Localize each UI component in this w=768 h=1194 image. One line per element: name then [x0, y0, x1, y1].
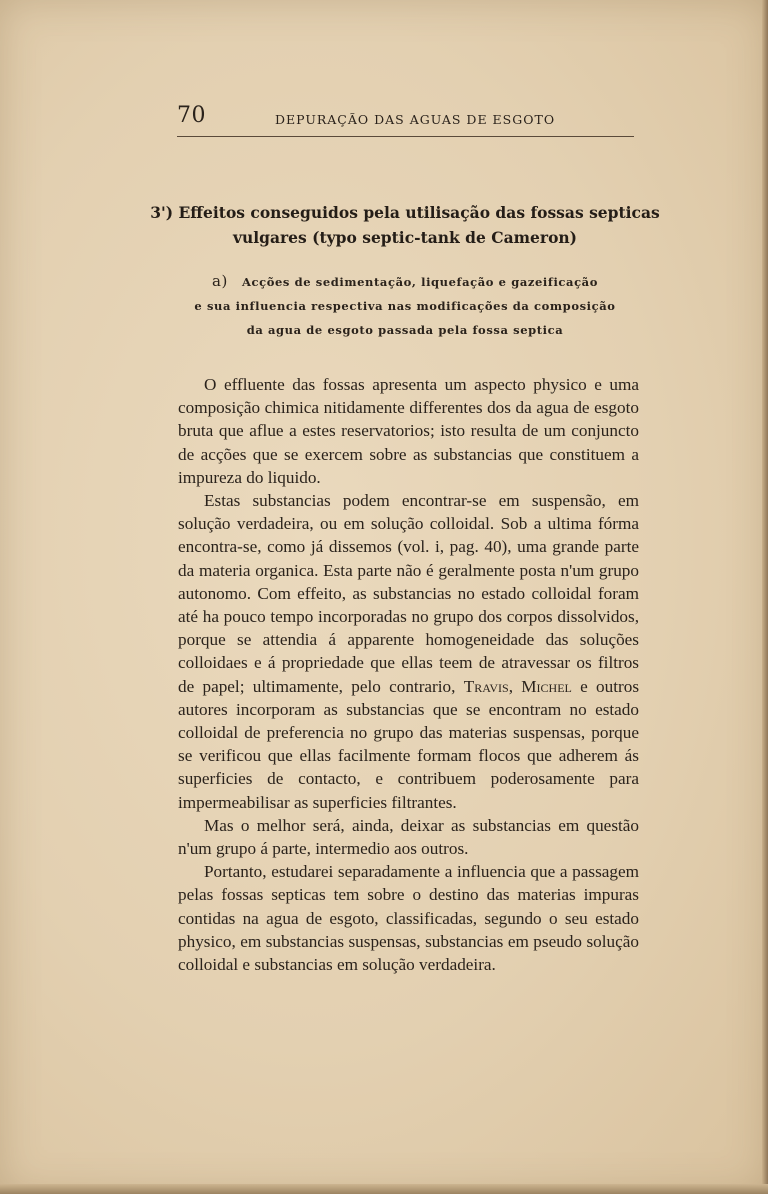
running-head	[177, 103, 634, 135]
subsection-line-1-text: Acções de sedimentação, liquefação e gazeificação	[242, 275, 598, 289]
subsection-heading	[150, 269, 660, 342]
section-title-line-1: 3') Effeitos conseguidos pela utilisação das fossas septicas	[150, 203, 660, 222]
paragraph-1: O effluente das fossas apresenta um aspecto physico e uma composição chimica nitidamente differentes dos da agua de esgoto bruta que aflue a estes reservatorios; isto resulta de um conjuncto de acções que se exercem sobre as substancias que constituem a impureza do liquido.	[178, 375, 639, 487]
header-rule	[177, 136, 634, 137]
paragraph-4: Portanto, estudarei separadamente a influencia que a passagem pelas fossas septicas tem sobre o destino das materias impuras contidas na agua de esgoto, classificadas, segundo o seu estado physico, em substancias suspensas, substancias em pseudo solução colloidal e substancias em solução verdadeira.	[178, 862, 639, 975]
section-title-line-2: vulgares (typo septic-tank de Cameron)	[232, 228, 578, 247]
paragraph-2-part-1: Estas substancias podem encontrar-se em suspensão, em solução verdadeira, ou em solução colloidal. Sob a ultima fórma encontra-se, como já dissemos (vol. i, pag. 40), uma grande parte da materia organica. Esta parte não é geralmente posta n'um grupo autonomo. Com effeito, as substancias no estado colloidal foram até ha pouco tempo incorporadas no grupo dos corpos dissolvidos, porque se attendia á apparente homogeneidade das soluções colloidaes e á propriedade que ellas teem de atravessar os filtros de papel; ultimamente, pelo contrario,	[178, 491, 639, 696]
author-separator: ,	[508, 676, 513, 696]
page-bottom-edge	[0, 1184, 768, 1194]
section-heading	[150, 200, 660, 250]
subsection-line-1	[150, 269, 660, 294]
author-michel: Michel	[521, 676, 572, 696]
running-title: DEPURAÇÃO DAS AGUAS DE ESGOTO	[275, 112, 556, 127]
subsection-line-3: da agua de esgoto passada pela fossa septica	[246, 323, 564, 337]
author-travis: Travis	[463, 676, 509, 696]
page-right-edge	[762, 0, 768, 1194]
body-text	[178, 373, 639, 976]
paragraph-2-part-2: e outros autores incorporam as substancias que se encontram no estado colloidal de preferencia no grupo das materias suspensas, porque se verificou que ellas facilmente formam flocos que adherem ás superficies de contacto, e contribuem poderosamente para impermeabilisar as superficies filtrantes.	[178, 676, 640, 812]
paragraph-3: Mas o melhor será, ainda, deixar as substancias em questão n'um grupo á parte, intermedio aos outros.	[178, 815, 639, 859]
subsection-marker: a)	[212, 272, 228, 290]
subsection-line-2: e sua influencia respectiva nas modificações da composição	[194, 299, 616, 313]
page-number: 70	[177, 103, 206, 128]
paragraph-2	[178, 489, 639, 814]
